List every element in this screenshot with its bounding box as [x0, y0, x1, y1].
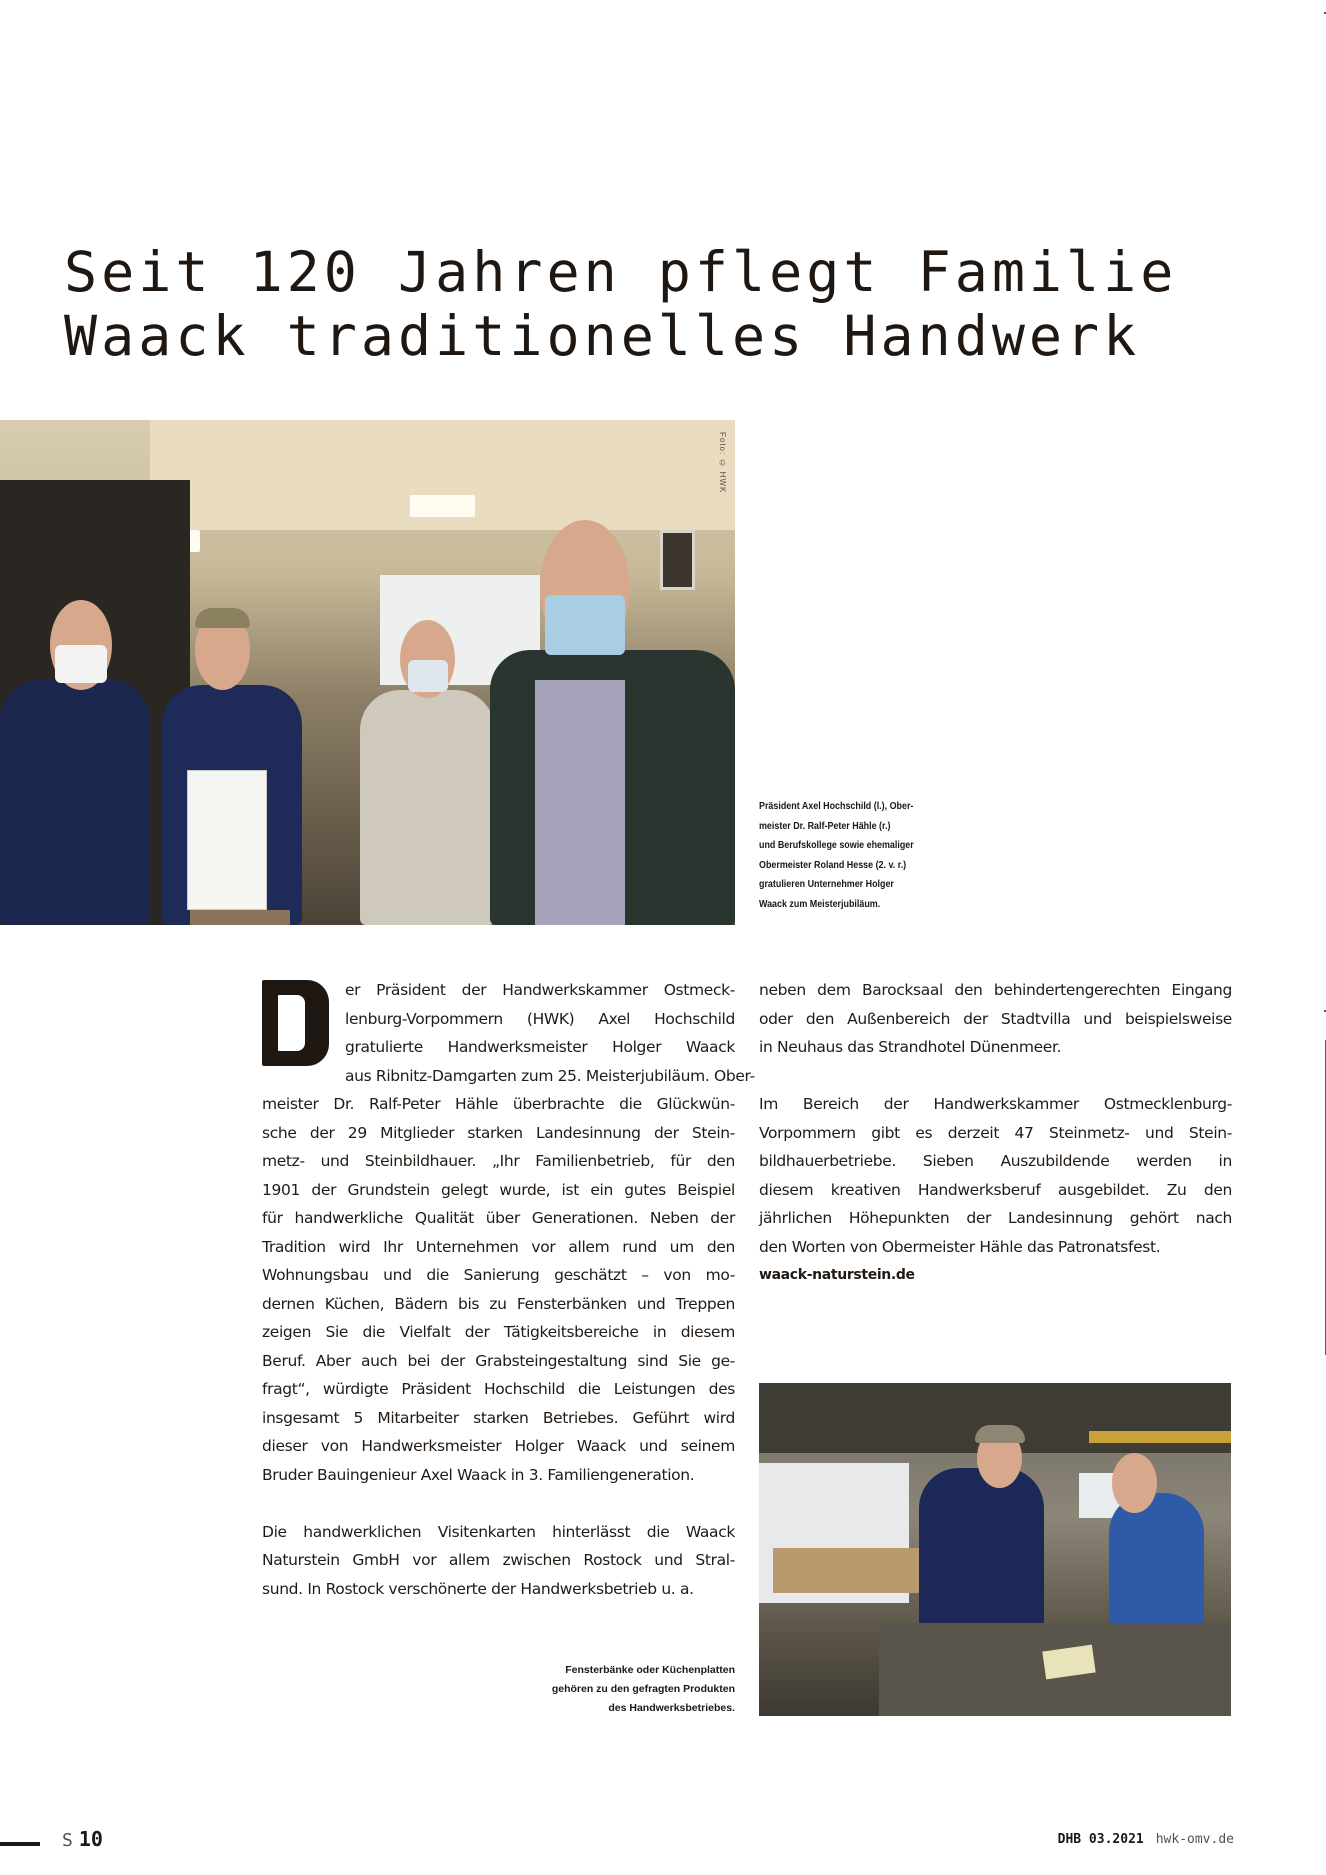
article-paragraph-4: [759, 1090, 1232, 1290]
photo-credit: Foto: © HWK: [718, 432, 727, 494]
photo-caption-2: [500, 1661, 735, 1718]
footer-rule: [0, 1842, 40, 1846]
certificate: [187, 770, 267, 910]
article-column-1: [262, 976, 755, 1632]
caption-line: gratulieren Unternehmer Holger: [759, 878, 894, 890]
person-roland-hesse: [360, 690, 495, 925]
caption-line: des Handwerksbetriebes.: [608, 1702, 735, 1714]
drop-cap: [262, 980, 329, 1066]
overhead-crane: [1089, 1431, 1231, 1443]
article-column-2: [759, 976, 1232, 1290]
caption-line: und Berufskollege sowie ehemaliger: [759, 839, 914, 851]
headline-line-1: Seit 120 Jahren pflegt Familie: [64, 240, 1178, 304]
headline-line-2: Waack traditionelles Handwerk: [64, 304, 1141, 368]
website-label[interactable]: hwk-omv.de: [1155, 1832, 1234, 1847]
shirt: [535, 680, 625, 925]
cardboard-box: [773, 1548, 923, 1593]
text-line: den Worten von Obermeister Hähle das Patronatsfest.: [759, 1237, 1161, 1256]
text-line: gratulierte Handwerksmeister Holger Waack: [345, 1038, 735, 1056]
trousers: [190, 910, 290, 925]
page-number-value: 10: [78, 1827, 103, 1851]
face-mask: [55, 645, 107, 683]
text-line: 1901 der Grundstein gelegt wurde, ist ein gutes Beispiel: [262, 1180, 735, 1199]
photo-workshop: [759, 1383, 1231, 1716]
text-line: in Neuhaus das Strandhotel Dünenmeer.: [759, 1038, 1062, 1056]
text-line: metz- und Steinbildhauer. „Ihr Familienbetrieb, für den: [262, 1152, 735, 1170]
text-line: sche der 29 Mitglieder starken Landesinnung der Stein-: [262, 1123, 735, 1142]
photo-wall-art: [660, 530, 695, 590]
article-paragraph-2: [262, 1518, 735, 1604]
text-line: jährlichen Höhepunkten der Landesinnung gehört nach: [759, 1209, 1232, 1227]
caption-line: Fensterbänke oder Küchenplatten: [565, 1664, 735, 1676]
text-line: dernen Küchen, Bädern bis zu Fensterbänken und Treppen: [262, 1294, 735, 1313]
cap: [975, 1425, 1025, 1443]
ceiling-light: [410, 495, 475, 517]
photo-caption-1: [759, 797, 1006, 914]
article-paragraph-1: [262, 976, 755, 1489]
text-line: Tradition wird Ihr Unternehmen vor allem rund um den: [262, 1237, 735, 1256]
text-line: dieser von Handwerksmeister Holger Waack und seinem: [262, 1437, 735, 1455]
text-line: Die handwerklichen Visitenkarten hinterlässt die Waack: [262, 1522, 735, 1541]
caption-line: gehören zu den gefragten Produkten: [551, 1683, 735, 1695]
face-mask: [408, 660, 448, 692]
text-line: er Präsident der Handwerkskammer Ostmeck-: [345, 981, 735, 999]
page-number: [62, 1827, 103, 1851]
text-line: Vorpommern gibt es derzeit 47 Steinmetz- und Stein-: [759, 1123, 1232, 1142]
text-line: fragt“, würdigte Präsident Hochschild die Leistungen des: [262, 1380, 735, 1398]
person-head: [1112, 1453, 1157, 1513]
text-line: bildhauerbetriebe. Sieben Auszubildende werden in: [759, 1152, 1232, 1170]
text-line: oder den Außenbereich der Stadtvilla und beispielsweise: [759, 1009, 1232, 1028]
caption-line: Präsident Axel Hochschild (l.), Ober-: [759, 800, 914, 812]
issue-label: DHB 03.2021: [1057, 1832, 1144, 1847]
text-line: diesem kreativen Handwerksberuf ausgebildet. Zu den: [759, 1180, 1232, 1199]
article-headline: [64, 240, 1264, 368]
caption-line: Waack zum Meisterjubiläum.: [759, 897, 881, 910]
cap: [195, 608, 250, 628]
footer-publication: [1058, 1832, 1234, 1847]
company-website-link[interactable]: waack-naturstein.de: [759, 1267, 915, 1283]
text-line: lenburg-Vorpommern (HWK) Axel Hochschild: [345, 1009, 735, 1028]
text-line: zeigen Sie die Vielfalt der Tätigkeitsbereiche in diesem: [262, 1323, 735, 1341]
text-line: neben dem Barocksaal den behindertengerechten Eingang: [759, 981, 1232, 999]
text-line: meister Dr. Ralf-Peter Hähle überbrachte die Glückwün-: [262, 1095, 735, 1113]
face-mask: [545, 595, 625, 655]
text-line: Im Bereich der Handwerkskammer Ostmecklenburg-: [759, 1095, 1232, 1113]
caption-line: meister Dr. Ralf-Peter Hähle (r.): [759, 819, 891, 832]
text-line: Wohnungsbau und die Sanierung geschätzt – von mo-: [262, 1266, 735, 1284]
photo-award-ceremony: [0, 420, 735, 925]
article-paragraph-3: [759, 976, 1232, 1062]
text-line: Bruder Bauingenieur Axel Waack in 3. Familiengeneration.: [262, 1465, 695, 1484]
text-line: aus Ribnitz-Damgarten zum 25. Meisterjubiläum. Ober-: [345, 1066, 755, 1085]
text-line: insgesamt 5 Mitarbeiter starken Betriebes. Geführt wird: [262, 1408, 735, 1427]
text-line: Naturstein GmbH vor allem zwischen Rostock und Stral-: [262, 1551, 735, 1569]
page-prefix: S: [62, 1830, 73, 1851]
person-holger-waack: [919, 1468, 1044, 1638]
text-line: sund. In Rostock verschönerte der Handwerksbetrieb u. a.: [262, 1579, 694, 1598]
caption-line: Obermeister Roland Hesse (2. v. r.): [759, 858, 907, 871]
text-line: Beruf. Aber auch bei der Grabsteingestaltung sind Sie ge-: [262, 1351, 735, 1370]
person-president: [0, 680, 150, 925]
text-line: für handwerkliche Qualität über Generationen. Neben der: [262, 1209, 735, 1227]
